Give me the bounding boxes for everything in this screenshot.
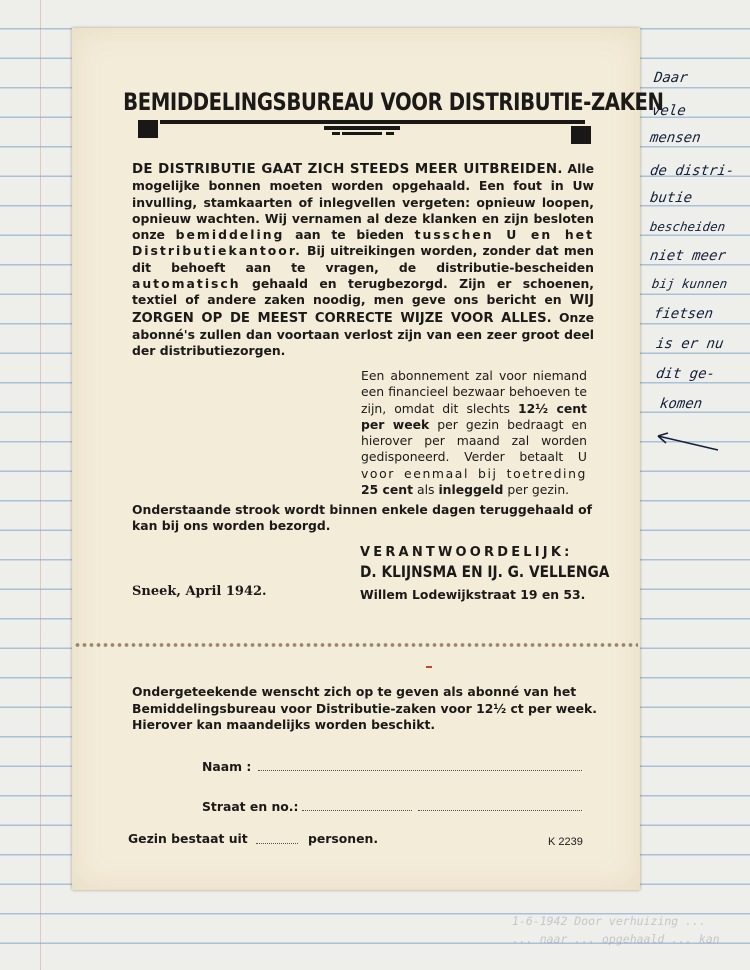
address: Willem Lodewijkstraat 19 en 53. [360,587,586,602]
terms-price: 12½ cent per week [361,400,587,432]
ornament-bar [332,132,340,135]
terms-text: Een abonnement zal voor niemand een financieel bezwaar behoeven te zijn, omdat dit slechts [361,368,587,416]
body-emphasis: tusschen U en het Distributiekantoor. [132,227,594,259]
title-rule [160,120,585,124]
house-number-field[interactable] [418,810,582,811]
name-field[interactable] [258,770,582,771]
terms-text: als [413,482,439,498]
distribution-leaflet [72,28,664,890]
collection-note-text: Onderstaande strook wordt binnen enkele dagen teruggehaald of kan bij ons worden bezorgd. [132,502,593,534]
faint-line: 1-6-1942 Door verhuizing ... [512,914,706,928]
body-emphasis: bemiddeling [175,227,285,243]
handwritten-line: mensen [648,130,702,146]
ornament-bar [324,126,400,130]
household-label: Gezin bestaat uit [128,831,248,846]
body-text: aan te bieden [284,227,415,243]
handwritten-line: bescheiden [648,219,727,234]
terms-fee-label: inleggeld [438,482,504,498]
body-text: Onze abonné's zullen dan voortaan verlost zijn van een zeer groot deel der distributiezorgen. [132,309,594,359]
ornament-bar [386,132,394,135]
responsible-names: D. KLIJNSMA EN IJ. G. VELLENGA [360,562,610,581]
registration-slip-text [132,684,597,734]
form-code: K 2239 [548,836,583,848]
body-text: gehaald en terugbezorgd. Zijn er schoenen, textiel of andere zaken noodig, men geve ons bericht en [132,276,594,308]
red-ink-mark [426,666,432,668]
body-emphasis: automatisch [132,276,241,292]
household-count-field[interactable] [256,843,298,844]
body-text: Bij uitreikingen worden, zonder dat men dit behoeft aan te vragen, de distributie-bescheiden [132,243,594,275]
name-label: Naam : [202,759,252,774]
terms-fee: 25 cent [361,482,414,498]
body-caps: WIJ ZORGEN OP DE MEEST CORRECTE WIJZE VOOR ALLES. [132,293,594,326]
household-label-suffix: personen. [308,831,379,846]
handwritten-line: butie [648,190,694,206]
responsible-label: VERANTWOORDELIJK: [360,545,573,560]
ornament-block-right [571,126,591,144]
handwritten-line: is er nu [654,336,725,352]
ornament-block-left [138,120,158,138]
faint-handwriting [512,912,750,948]
terms-text: per gezin. [503,482,570,498]
street-field[interactable] [302,810,412,811]
handwritten-line: Daar [652,70,689,86]
street-label: Straat en no.: [202,799,299,814]
handwritten-line: fietsen [652,306,715,322]
lead-sentence: DE DISTRIBUTIE GAAT ZICH STEEDS MEER UITBREIDEN. [132,162,563,177]
leaflet-title: BEMIDDELINGSBUREAU VOOR DISTRIBUTIE-ZAKEN [123,88,664,116]
leaflet-body [132,161,594,360]
handwritten-line: vele [650,103,687,119]
handwritten-line: bij kunnen [650,276,729,291]
handwritten-line: de distri- [648,163,736,179]
faint-line: ... naar ... opgehaald ... kan [512,932,720,946]
handwritten-line: dit ge- [654,366,717,382]
handwritten-line: niet meer [648,248,727,264]
arrow-left-icon [652,428,722,456]
perforation-line [74,641,638,649]
collection-note [132,502,594,535]
body-text: Alle mogelijke bonnen moeten worden opgehaald. Een fout in Uw invulling, stamkaarten of inlegvellen vergeten: opnieuw loopen, opnieuw wachten. Wij vernamen al deze klanken en zijn besloten onze [132,161,594,243]
place-date: Sneek, April 1942. [132,584,267,599]
handwritten-line: komen [658,396,704,412]
terms-text: per gezin bedraagt en hierover per maand zal worden gedisponeerd. Verder betaalt U [361,416,587,465]
subscription-terms [361,368,587,498]
slip-paragraph: Ondergeteekende wenscht zich op te geven als abonné van het Bemiddelingsbureau voor Distributie-zaken voor 12½ ct per week. Hierover kan maandelijks worden beschikt. [132,684,597,733]
terms-text: voor eenmaal bij toetreding [361,465,587,481]
ornament-bar [342,132,382,135]
